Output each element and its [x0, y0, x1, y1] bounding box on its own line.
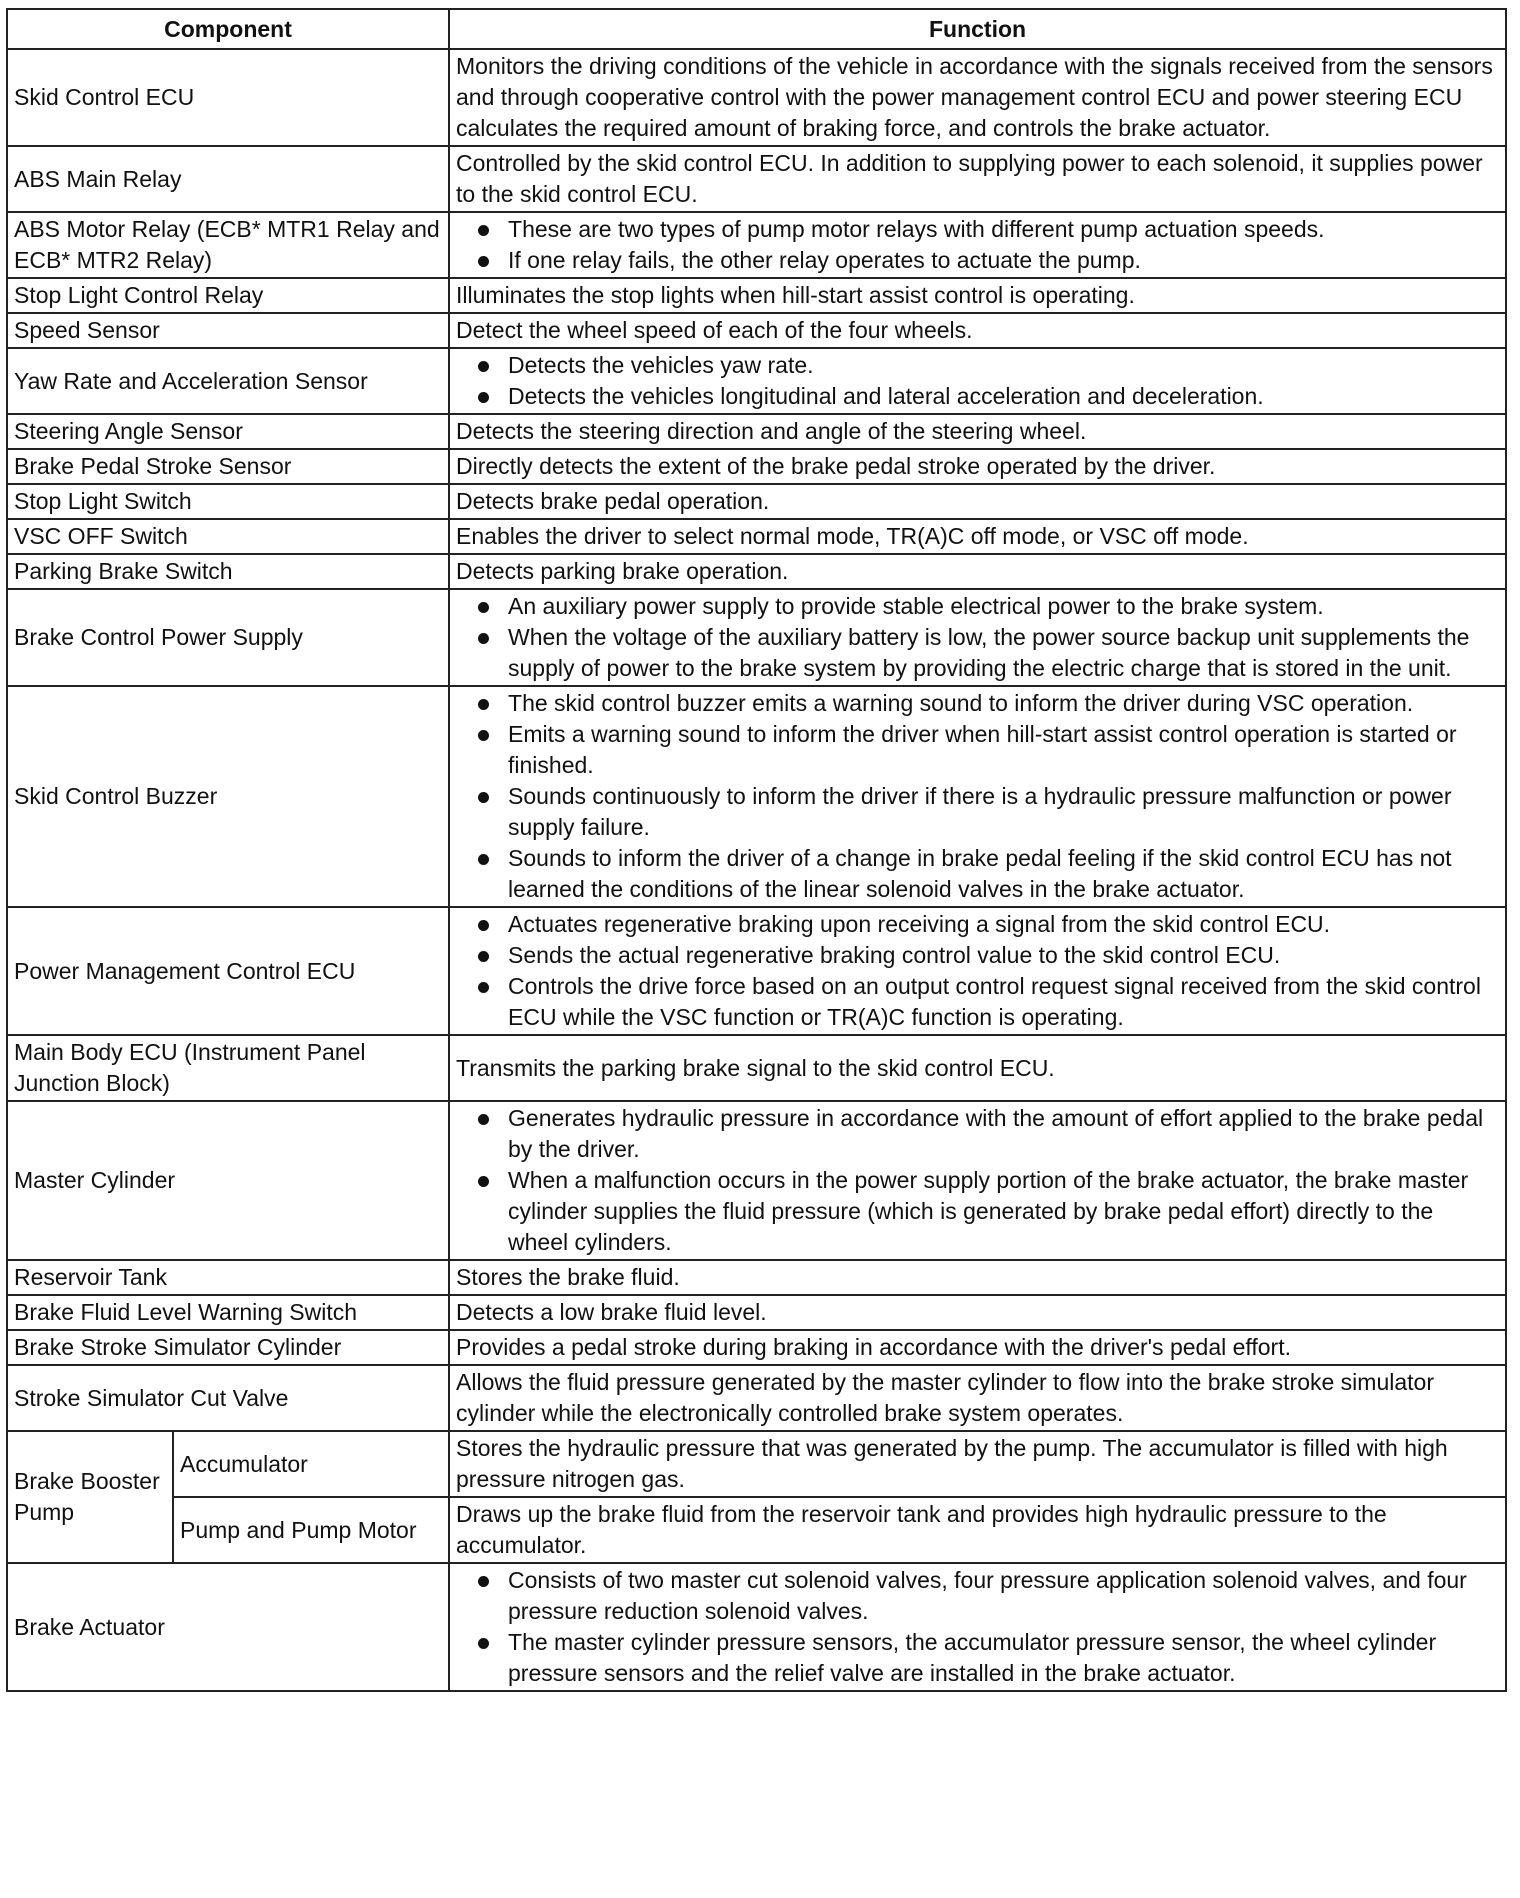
bullet-item: Emits a warning sound to inform the driver when hill-start assist control operation is started or finished.: [456, 719, 1499, 781]
bullet-item: Consists of two master cut solenoid valves, four pressure application solenoid valves, and four pressure reduction solenoid valves.: [456, 1565, 1499, 1627]
component-cell: Main Body ECU (Instrument Panel Junction Block): [7, 1035, 449, 1101]
component-cell: Brake Fluid Level Warning Switch: [7, 1295, 449, 1330]
function-cell: [449, 212, 1506, 278]
function-cell: Transmits the parking brake signal to the skid control ECU.: [449, 1035, 1506, 1101]
component-cell: Stop Light Control Relay: [7, 278, 449, 313]
bullet-item: An auxiliary power supply to provide stable electrical power to the brake system.: [456, 591, 1499, 622]
function-cell: [449, 907, 1506, 1035]
table-row: [7, 49, 1506, 146]
component-cell: Brake Stroke Simulator Cylinder: [7, 1330, 449, 1365]
bullet-item: When the voltage of the auxiliary battery is low, the power source backup unit supplements the supply of power to the brake system by providing the electric charge that is stored in the unit.: [456, 622, 1499, 684]
bullet-item: Sounds continuously to inform the driver if there is a hydraulic pressure malfunction or power supply failure.: [456, 781, 1499, 843]
header-function: Function: [449, 9, 1506, 49]
function-cell: Detect the wheel speed of each of the four wheels.: [449, 313, 1506, 348]
function-cell: Stores the brake fluid.: [449, 1260, 1506, 1295]
table-row: [7, 686, 1506, 907]
function-cell: Allows the fluid pressure generated by the master cylinder to flow into the brake stroke simulator cylinder while the electronically controlled brake system operates.: [449, 1365, 1506, 1431]
component-cell: VSC OFF Switch: [7, 519, 449, 554]
table-row: [7, 484, 1506, 519]
component-cell: ABS Main Relay: [7, 146, 449, 212]
table-row: [7, 313, 1506, 348]
function-cell: Illuminates the stop lights when hill-start assist control is operating.: [449, 278, 1506, 313]
component-cell: Parking Brake Switch: [7, 554, 449, 589]
table-row: [7, 589, 1506, 686]
component-cell: Brake Pedal Stroke Sensor: [7, 449, 449, 484]
table-row: [7, 414, 1506, 449]
component-cell: Stop Light Switch: [7, 484, 449, 519]
function-bullet-list: [456, 909, 1499, 1033]
table-row: [7, 1260, 1506, 1295]
component-cell: ABS Motor Relay (ECB* MTR1 Relay and ECB* MTR2 Relay): [7, 212, 449, 278]
function-cell: [449, 348, 1506, 414]
header-row: [7, 9, 1506, 49]
bullet-item: Generates hydraulic pressure in accordance with the amount of effort applied to the brake pedal by the driver.: [456, 1103, 1499, 1165]
function-cell: Detects brake pedal operation.: [449, 484, 1506, 519]
function-bullet-list: [456, 1103, 1499, 1258]
sub-component-cell: Pump and Pump Motor: [173, 1497, 449, 1563]
bullet-item: Actuates regenerative braking upon receiving a signal from the skid control ECU.: [456, 909, 1499, 940]
table-row: [7, 212, 1506, 278]
table-row: [7, 519, 1506, 554]
sub-component-cell: Accumulator: [173, 1431, 449, 1497]
table-row: [7, 907, 1506, 1035]
table-row-booster-accumulator: [7, 1431, 1506, 1497]
table-row: [7, 1365, 1506, 1431]
function-bullet-list: [456, 1565, 1499, 1689]
component-cell: Steering Angle Sensor: [7, 414, 449, 449]
table-row: [7, 1295, 1506, 1330]
header-component: Component: [7, 9, 449, 49]
function-cell: [449, 686, 1506, 907]
function-cell: Draws up the brake fluid from the reservoir tank and provides high hydraulic pressure to the accumulator.: [449, 1497, 1506, 1563]
bullet-item: Sounds to inform the driver of a change in brake pedal feeling if the skid control ECU has not learned the conditions of the linear solenoid valves in the brake actuator.: [456, 843, 1499, 905]
table-row: [7, 278, 1506, 313]
component-cell: Brake Booster Pump: [7, 1431, 173, 1563]
table-row: [7, 554, 1506, 589]
function-bullet-list: [456, 214, 1499, 276]
component-cell: Power Management Control ECU: [7, 907, 449, 1035]
function-cell: Controlled by the skid control ECU. In addition to supplying power to each solenoid, it supplies power to the skid control ECU.: [449, 146, 1506, 212]
component-function-table: [6, 8, 1507, 1692]
function-cell: Detects a low brake fluid level.: [449, 1295, 1506, 1330]
bullet-item: Detects the vehicles yaw rate.: [456, 350, 1499, 381]
bullet-item: These are two types of pump motor relays with different pump actuation speeds.: [456, 214, 1499, 245]
component-cell: Stroke Simulator Cut Valve: [7, 1365, 449, 1431]
function-cell: Monitors the driving conditions of the vehicle in accordance with the signals received from the sensors and through cooperative control with the power management control ECU and power steering ECU calculates the required amount of braking force, and controls the brake actuator.: [449, 49, 1506, 146]
function-cell: [449, 1563, 1506, 1691]
component-cell: Master Cylinder: [7, 1101, 449, 1260]
table-row: [7, 348, 1506, 414]
component-cell: Reservoir Tank: [7, 1260, 449, 1295]
table-row-brake-actuator: [7, 1563, 1506, 1691]
table-row: [7, 1035, 1506, 1101]
component-cell: Brake Control Power Supply: [7, 589, 449, 686]
function-cell: Detects parking brake operation.: [449, 554, 1506, 589]
table-row: [7, 146, 1506, 212]
component-cell: Speed Sensor: [7, 313, 449, 348]
table-row: [7, 1330, 1506, 1365]
table-row-booster-pump: [7, 1497, 1506, 1563]
function-cell: Provides a pedal stroke during braking in accordance with the driver's pedal effort.: [449, 1330, 1506, 1365]
function-cell: Enables the driver to select normal mode, TR(A)C off mode, or VSC off mode.: [449, 519, 1506, 554]
function-bullet-list: [456, 688, 1499, 905]
bullet-item: The master cylinder pressure sensors, the accumulator pressure sensor, the wheel cylinder pressure sensors and the relief valve are installed in the brake actuator.: [456, 1627, 1499, 1689]
component-cell: Brake Actuator: [7, 1563, 449, 1691]
table-row: [7, 449, 1506, 484]
bullet-item: Sends the actual regenerative braking control value to the skid control ECU.: [456, 940, 1499, 971]
bullet-item: Detects the vehicles longitudinal and lateral acceleration and deceleration.: [456, 381, 1499, 412]
component-function-table-container: [6, 8, 1505, 1692]
component-cell: Skid Control ECU: [7, 49, 449, 146]
bullet-item: When a malfunction occurs in the power supply portion of the brake actuator, the brake master cylinder supplies the fluid pressure (which is generated by brake pedal effort) directly to the wheel cylinders.: [456, 1165, 1499, 1258]
component-cell: Skid Control Buzzer: [7, 686, 449, 907]
function-cell: [449, 1101, 1506, 1260]
function-cell: Detects the steering direction and angle of the steering wheel.: [449, 414, 1506, 449]
component-cell: Yaw Rate and Acceleration Sensor: [7, 348, 449, 414]
function-bullet-list: [456, 350, 1499, 412]
function-cell: [449, 589, 1506, 686]
function-cell: Stores the hydraulic pressure that was generated by the pump. The accumulator is filled with high pressure nitrogen gas.: [449, 1431, 1506, 1497]
bullet-item: If one relay fails, the other relay operates to actuate the pump.: [456, 245, 1499, 276]
function-bullet-list: [456, 591, 1499, 684]
table-row: [7, 1101, 1506, 1260]
function-cell: Directly detects the extent of the brake pedal stroke operated by the driver.: [449, 449, 1506, 484]
bullet-item: The skid control buzzer emits a warning sound to inform the driver during VSC operation.: [456, 688, 1499, 719]
bullet-item: Controls the drive force based on an output control request signal received from the skid control ECU while the VSC function or TR(A)C function is operating.: [456, 971, 1499, 1033]
